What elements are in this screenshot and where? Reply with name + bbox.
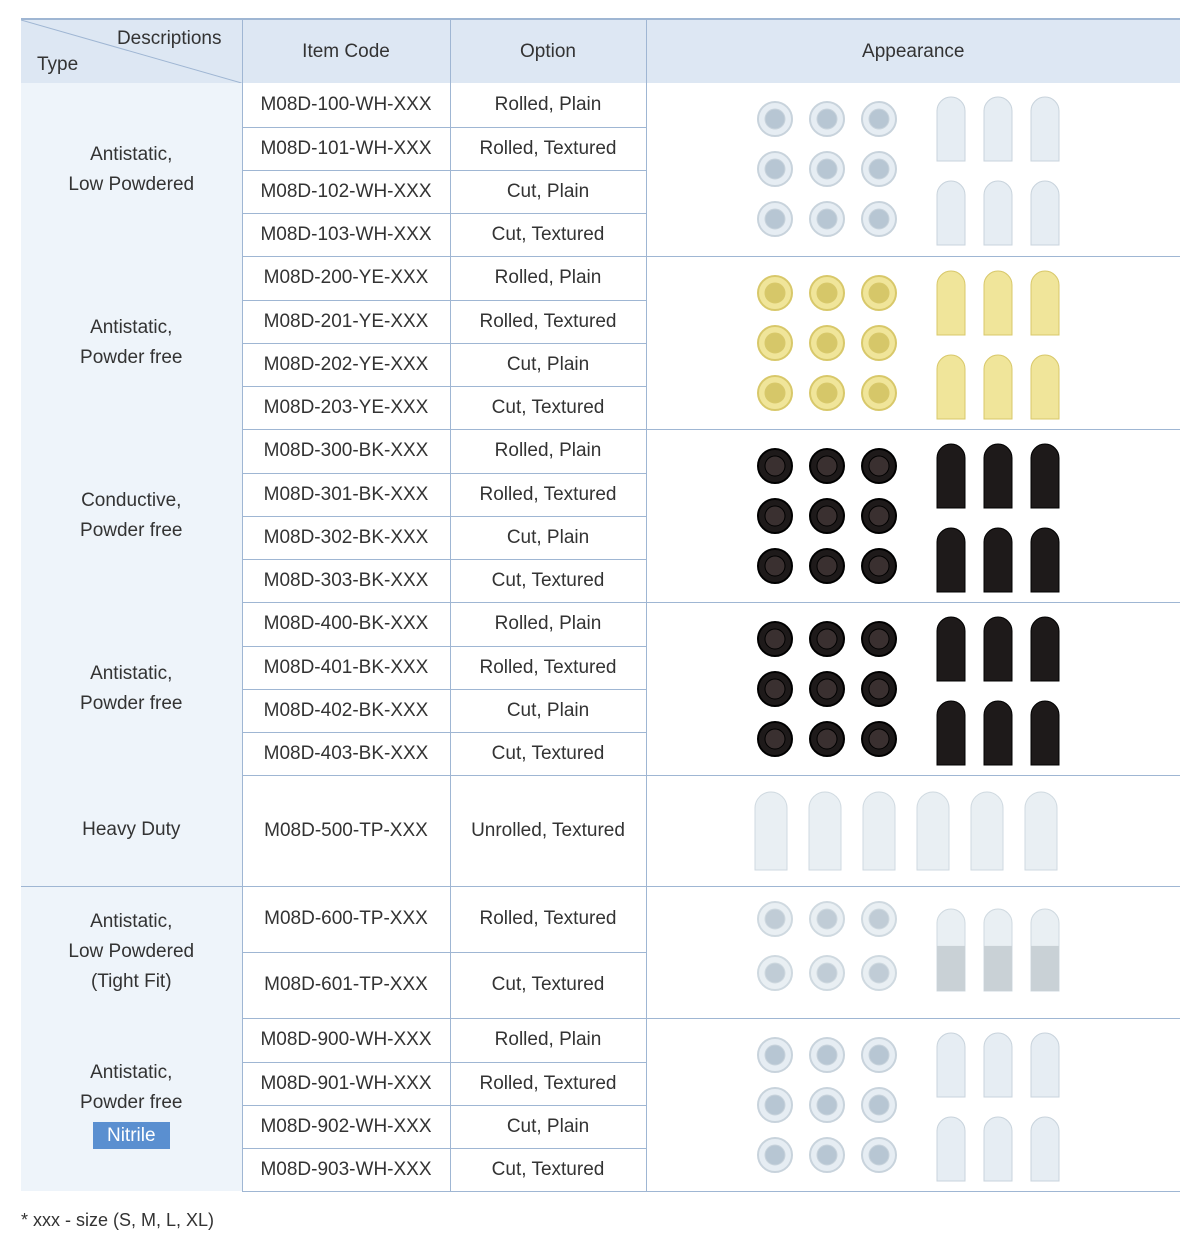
- type-cell: [21, 602, 242, 775]
- item-code: M08D-101-WH-XXX: [242, 127, 450, 170]
- header-item-code: Item Code: [242, 19, 450, 83]
- item-code: M08D-601-TP-XXX: [242, 952, 450, 1018]
- rolled-cot-center: [817, 456, 837, 476]
- item-code: M08D-103-WH-XXX: [242, 213, 450, 256]
- rolled-cot-center: [817, 963, 837, 983]
- unrolled-cot-image: [863, 792, 895, 870]
- unrolled-cot-image: [1031, 528, 1059, 592]
- product-table: [21, 18, 1180, 1192]
- rolled-cot-center: [765, 629, 785, 649]
- item-code: M08D-200-YE-XXX: [242, 256, 450, 300]
- rolled-cot-center: [817, 383, 837, 403]
- finger-cot-images: [753, 609, 1073, 769]
- cot-band: [984, 946, 1012, 991]
- unrolled-cot-image: [809, 792, 841, 870]
- rolled-cot-center: [869, 506, 889, 526]
- appearance-cell: [646, 429, 1180, 602]
- unrolled-cot-image: [984, 271, 1012, 335]
- item-code: M08D-500-TP-XXX: [242, 775, 450, 886]
- item-code: M08D-201-YE-XXX: [242, 300, 450, 343]
- appearance-cell: [646, 775, 1180, 886]
- rolled-cot-center: [817, 333, 837, 353]
- unrolled-cot-image: [937, 181, 965, 245]
- item-code: M08D-403-BK-XXX: [242, 732, 450, 775]
- rolled-cot-center: [817, 729, 837, 749]
- type-cell: [21, 775, 242, 886]
- unrolled-cot-image: [937, 701, 965, 765]
- type-label: Powder free: [80, 519, 183, 541]
- option: Cut, Plain: [450, 689, 646, 732]
- table-row: [21, 256, 1180, 300]
- size-footnote: * xxx - size (S, M, L, XL): [21, 1210, 215, 1230]
- unrolled-cot-image: [971, 792, 1003, 870]
- rolled-cot-center: [765, 1045, 785, 1065]
- rolled-cot-center: [869, 963, 889, 983]
- rolled-cot-center: [765, 1095, 785, 1115]
- type-label: Powder free: [80, 692, 183, 714]
- unrolled-cot-image: [984, 1033, 1012, 1097]
- type-label: Antistatic,: [90, 662, 173, 684]
- type-label: Low Powdered: [68, 941, 195, 963]
- rolled-cot-center: [765, 209, 785, 229]
- unrolled-cot-image: [1031, 355, 1059, 419]
- item-code: M08D-202-YE-XXX: [242, 343, 450, 386]
- table-row: [21, 429, 1180, 473]
- table-body: [21, 83, 1180, 1191]
- rolled-cot-center: [817, 629, 837, 649]
- item-code: M08D-901-WH-XXX: [242, 1062, 450, 1105]
- header-appearance: Appearance: [646, 19, 1180, 83]
- appearance-cell: [646, 602, 1180, 775]
- option: Rolled, Textured: [450, 473, 646, 516]
- type-cell: [21, 1018, 242, 1191]
- rolled-cot-center: [817, 159, 837, 179]
- item-code: M08D-301-BK-XXX: [242, 473, 450, 516]
- rolled-cot-center: [765, 333, 785, 353]
- unrolled-cot-image: [984, 181, 1012, 245]
- table-row: [21, 1018, 1180, 1062]
- item-code: M08D-203-YE-XXX: [242, 386, 450, 429]
- finger-cot-images: [753, 786, 1073, 876]
- rolled-cot-center: [869, 679, 889, 699]
- option: Cut, Textured: [450, 732, 646, 775]
- rolled-cot-center: [869, 629, 889, 649]
- type-label: Powder free: [80, 346, 183, 368]
- unrolled-cot-image: [755, 792, 787, 870]
- table-row: [21, 83, 1180, 127]
- type-cell: [21, 83, 242, 256]
- table-row: [21, 602, 1180, 646]
- table-row: [21, 886, 1180, 952]
- item-code: M08D-902-WH-XXX: [242, 1105, 450, 1148]
- finger-cot-images: [753, 436, 1073, 596]
- option: Cut, Plain: [450, 516, 646, 559]
- rolled-cot-center: [869, 456, 889, 476]
- appearance-cell: [646, 886, 1180, 1018]
- cot-band: [937, 946, 965, 991]
- unrolled-cot-image: [1031, 1117, 1059, 1181]
- rolled-cot-center: [817, 909, 837, 929]
- option: Rolled, Plain: [450, 83, 646, 127]
- item-code: M08D-100-WH-XXX: [242, 83, 450, 127]
- rolled-cot-center: [869, 1045, 889, 1065]
- option: Cut, Textured: [450, 386, 646, 429]
- unrolled-cot-image: [937, 1033, 965, 1097]
- rolled-cot-center: [817, 283, 837, 303]
- rolled-cot-center: [765, 556, 785, 576]
- type-label: Antistatic,: [90, 1062, 173, 1083]
- item-code: M08D-300-BK-XXX: [242, 429, 450, 473]
- appearance-cell: [646, 256, 1180, 429]
- unrolled-cot-image: [1031, 97, 1059, 161]
- type-cell: [21, 429, 242, 602]
- unrolled-cot-image: [937, 444, 965, 508]
- header-type: Type: [37, 54, 79, 75]
- unrolled-cot-image: [984, 444, 1012, 508]
- option: Cut, Textured: [450, 1148, 646, 1191]
- rolled-cot-center: [765, 283, 785, 303]
- option: Unrolled, Textured: [450, 775, 646, 886]
- rolled-cot-center: [869, 1095, 889, 1115]
- material-badge: Nitrile: [93, 1122, 170, 1149]
- option: Rolled, Plain: [450, 602, 646, 646]
- type-label: Heavy Duty: [82, 819, 181, 841]
- rolled-cot-center: [869, 909, 889, 929]
- item-code: M08D-102-WH-XXX: [242, 170, 450, 213]
- unrolled-cot-image: [984, 528, 1012, 592]
- type-label: Powder free: [80, 1092, 183, 1113]
- type-cell: [21, 256, 242, 429]
- rolled-cot-center: [869, 556, 889, 576]
- rolled-cot-center: [869, 729, 889, 749]
- type-label: Antistatic,: [90, 316, 173, 338]
- option: Rolled, Plain: [450, 429, 646, 473]
- option: Rolled, Plain: [450, 256, 646, 300]
- unrolled-cot-image: [984, 1117, 1012, 1181]
- unrolled-cot-image: [984, 617, 1012, 681]
- rolled-cot-center: [869, 1145, 889, 1165]
- item-code: M08D-903-WH-XXX: [242, 1148, 450, 1191]
- header-row: [21, 19, 1180, 83]
- unrolled-cot-image: [937, 528, 965, 592]
- unrolled-cot-image: [937, 355, 965, 419]
- unrolled-cot-image: [917, 792, 949, 870]
- rolled-cot-center: [869, 109, 889, 129]
- type-label: Antistatic,: [90, 143, 173, 165]
- option: Rolled, Plain: [450, 1018, 646, 1062]
- rolled-cot-center: [869, 159, 889, 179]
- rolled-cot-center: [817, 109, 837, 129]
- finger-cot-images: [753, 1025, 1073, 1185]
- item-code: M08D-401-BK-XXX: [242, 646, 450, 689]
- item-code: M08D-600-TP-XXX: [242, 886, 450, 952]
- unrolled-cot-image: [1031, 271, 1059, 335]
- rolled-cot-center: [765, 456, 785, 476]
- rolled-cot-center: [765, 1145, 785, 1165]
- unrolled-cot-image: [1031, 701, 1059, 765]
- type-label: Conductive,: [81, 489, 182, 511]
- rolled-cot-center: [765, 963, 785, 983]
- item-code: M08D-303-BK-XXX: [242, 559, 450, 602]
- rolled-cot-center: [765, 729, 785, 749]
- rolled-cot-center: [869, 209, 889, 229]
- header-option: Option: [450, 19, 646, 83]
- option: Cut, Plain: [450, 170, 646, 213]
- finger-cot-images: [753, 897, 1073, 1007]
- rolled-cot-center: [817, 1095, 837, 1115]
- item-code: M08D-400-BK-XXX: [242, 602, 450, 646]
- option: Cut, Textured: [450, 559, 646, 602]
- option: Rolled, Textured: [450, 127, 646, 170]
- finger-cot-images: [753, 89, 1073, 249]
- unrolled-cot-image: [937, 97, 965, 161]
- unrolled-cot-image: [1031, 1033, 1059, 1097]
- rolled-cot-center: [817, 1045, 837, 1065]
- unrolled-cot-image: [984, 97, 1012, 161]
- type-cell: [21, 886, 242, 1018]
- unrolled-cot-image: [1031, 181, 1059, 245]
- cot-band: [1031, 946, 1059, 991]
- rolled-cot-center: [869, 383, 889, 403]
- table-row: [21, 775, 1180, 886]
- rolled-cot-center: [765, 159, 785, 179]
- unrolled-cot-image: [984, 701, 1012, 765]
- unrolled-cot-image: [937, 271, 965, 335]
- rolled-cot-center: [817, 556, 837, 576]
- rolled-cot-center: [765, 679, 785, 699]
- rolled-cot-center: [817, 679, 837, 699]
- appearance-cell: [646, 83, 1180, 256]
- rolled-cot-center: [765, 909, 785, 929]
- header-descriptions: Descriptions: [116, 28, 222, 49]
- type-label: Antistatic,: [90, 911, 173, 933]
- rolled-cot-center: [765, 109, 785, 129]
- unrolled-cot-image: [984, 355, 1012, 419]
- finger-cot-images: [753, 263, 1073, 423]
- item-code: M08D-402-BK-XXX: [242, 689, 450, 732]
- option: Rolled, Textured: [450, 646, 646, 689]
- option: Cut, Plain: [450, 1105, 646, 1148]
- header-type-descriptions: [21, 19, 242, 83]
- type-label: (Tight Fit): [90, 971, 172, 993]
- unrolled-cot-image: [1031, 617, 1059, 681]
- appearance-cell: [646, 1018, 1180, 1191]
- option: Rolled, Textured: [450, 300, 646, 343]
- option: Cut, Plain: [450, 343, 646, 386]
- rolled-cot-center: [765, 383, 785, 403]
- unrolled-cot-image: [1025, 792, 1057, 870]
- unrolled-cot-image: [1031, 444, 1059, 508]
- item-code: M08D-302-BK-XXX: [242, 516, 450, 559]
- option: Rolled, Textured: [450, 886, 646, 952]
- option: Cut, Textured: [450, 213, 646, 256]
- rolled-cot-center: [817, 209, 837, 229]
- item-code: M08D-900-WH-XXX: [242, 1018, 450, 1062]
- option: Cut, Textured: [450, 952, 646, 1018]
- rolled-cot-center: [869, 333, 889, 353]
- rolled-cot-center: [765, 506, 785, 526]
- unrolled-cot-image: [937, 1117, 965, 1181]
- rolled-cot-center: [817, 506, 837, 526]
- rolled-cot-center: [817, 1145, 837, 1165]
- type-label: Low Powdered: [68, 173, 195, 195]
- rolled-cot-center: [869, 283, 889, 303]
- option: Rolled, Textured: [450, 1062, 646, 1105]
- unrolled-cot-image: [937, 617, 965, 681]
